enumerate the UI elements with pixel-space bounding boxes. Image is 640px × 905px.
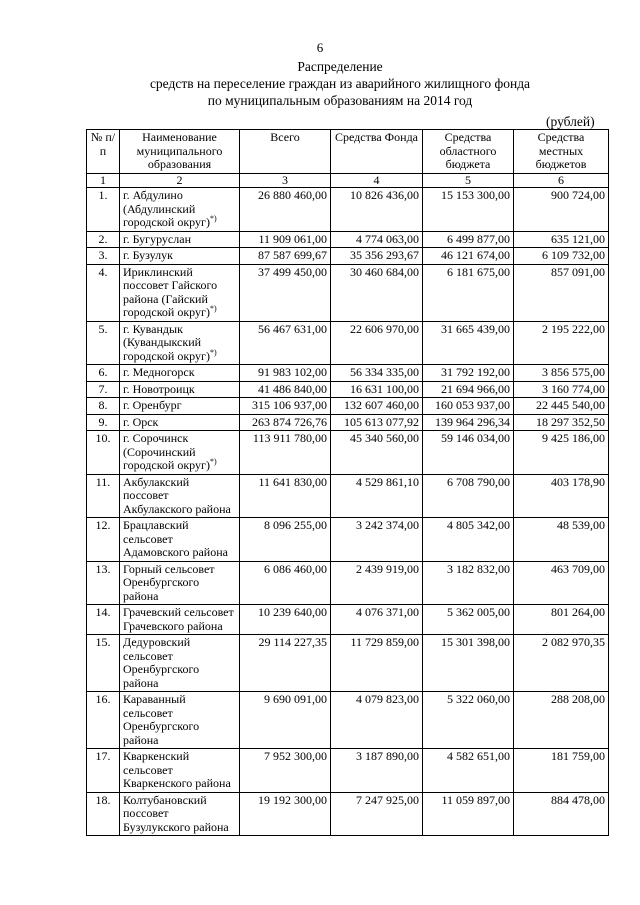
row-number: 1.: [87, 188, 120, 232]
row-total: 6 086 460,00: [240, 561, 331, 605]
page-number: 6: [316, 40, 324, 55]
row-fund: 4 079 823,00: [331, 692, 423, 749]
row-local: 22 445 540,00: [514, 398, 609, 415]
row-total: 91 983 102,00: [240, 365, 331, 382]
row-regional: 15 153 300,00: [423, 188, 514, 232]
row-local: 900 724,00: [514, 188, 609, 232]
table-row: [87, 474, 609, 518]
table-row: [87, 431, 609, 475]
row-local: 857 091,00: [514, 264, 609, 321]
row-regional: 46 121 674,00: [423, 248, 514, 265]
row-number: 9.: [87, 414, 120, 431]
row-total: 113 911 780,00: [240, 431, 331, 475]
column-index: 5: [423, 173, 514, 188]
row-number: 12.: [87, 518, 120, 562]
header-total: Всего: [240, 130, 331, 174]
row-regional: 139 964 296,34: [423, 414, 514, 431]
row-local: 18 297 352,50: [514, 414, 609, 431]
header-name: Наименование муниципального образования: [120, 130, 240, 174]
column-index: 3: [240, 173, 331, 188]
column-index: 6: [514, 173, 609, 188]
row-number: 17.: [87, 749, 120, 793]
table-row: [87, 381, 609, 398]
row-name: г. Бузулук: [120, 248, 240, 265]
row-local: 801 264,00: [514, 605, 609, 635]
row-total: 26 880 460,00: [240, 188, 331, 232]
row-local: 403 178,90: [514, 474, 609, 518]
row-name: Брацлавский сельсовет Адамовского района: [120, 518, 240, 562]
row-fund: 10 826 436,00: [331, 188, 423, 232]
row-local: 3 160 774,00: [514, 381, 609, 398]
row-total: 263 874 726,76: [240, 414, 331, 431]
row-regional: 6 708 790,00: [423, 474, 514, 518]
row-fund: 4 529 861,10: [331, 474, 423, 518]
row-number: 8.: [87, 398, 120, 415]
row-number: 18.: [87, 792, 120, 836]
row-name: Горный сельсовет Оренбургского района: [120, 561, 240, 605]
row-local: 884 478,00: [514, 792, 609, 836]
table-row: [87, 692, 609, 749]
table-row: [87, 398, 609, 415]
row-name: Ириклинский поссовет Гайского района (Гайский городской округ)*): [120, 264, 240, 321]
row-fund: 3 187 890,00: [331, 749, 423, 793]
row-total: 37 499 450,00: [240, 264, 331, 321]
row-total: 19 192 300,00: [240, 792, 331, 836]
row-name: Колтубановский поссовет Бузулукского района: [120, 792, 240, 836]
footnote-mark: *): [209, 347, 217, 357]
row-fund: 105 613 077,92: [331, 414, 423, 431]
row-local: 288 208,00: [514, 692, 609, 749]
row-local: 2 082 970,35: [514, 635, 609, 692]
row-number: 16.: [87, 692, 120, 749]
row-total: 315 106 937,00: [240, 398, 331, 415]
row-number: 2.: [87, 231, 120, 248]
row-fund: 3 242 374,00: [331, 518, 423, 562]
row-regional: 5 362 005,00: [423, 605, 514, 635]
row-name: Дедуровский сельсовет Оренбургского района: [120, 635, 240, 692]
row-number: 5.: [87, 321, 120, 365]
row-local: 9 425 186,00: [514, 431, 609, 475]
column-index: 2: [120, 173, 240, 188]
row-total: 56 467 631,00: [240, 321, 331, 365]
row-regional: 11 059 897,00: [423, 792, 514, 836]
table-row: [87, 561, 609, 605]
row-number: 10.: [87, 431, 120, 475]
table-row: [87, 365, 609, 382]
row-local: 181 759,00: [514, 749, 609, 793]
table-row: [87, 635, 609, 692]
row-regional: 59 146 034,00: [423, 431, 514, 475]
row-fund: 30 460 684,00: [331, 264, 423, 321]
column-index: 4: [331, 173, 423, 188]
row-name: г. Орск: [120, 414, 240, 431]
row-number: 14.: [87, 605, 120, 635]
row-fund: 45 340 560,00: [331, 431, 423, 475]
column-index-row: [87, 173, 609, 188]
row-name: г. Оренбург: [120, 398, 240, 415]
row-name: Грачевский сельсовет Грачевского района: [120, 605, 240, 635]
row-total: 41 486 840,00: [240, 381, 331, 398]
row-regional: 31 665 439,00: [423, 321, 514, 365]
row-number: 15.: [87, 635, 120, 692]
row-total: 29 114 227,35: [240, 635, 331, 692]
row-fund: 16 631 100,00: [331, 381, 423, 398]
header-fund: Средства Фонда: [331, 130, 423, 174]
row-fund: 2 439 919,00: [331, 561, 423, 605]
table-row: [87, 188, 609, 232]
row-number: 7.: [87, 381, 120, 398]
document-title: [90, 58, 590, 109]
table-row: [87, 518, 609, 562]
row-regional: 6 181 675,00: [423, 264, 514, 321]
row-name: г. Абдулино (Абдулинский городской округ)*): [120, 188, 240, 232]
row-local: 635 121,00: [514, 231, 609, 248]
table-row: [87, 231, 609, 248]
table-header-row: [87, 130, 609, 174]
row-local: 2 195 222,00: [514, 321, 609, 365]
row-regional: 15 301 398,00: [423, 635, 514, 692]
row-name: г. Медногорск: [120, 365, 240, 382]
row-total: 7 952 300,00: [240, 749, 331, 793]
row-name: г. Новотроицк: [120, 381, 240, 398]
row-regional: 4 582 651,00: [423, 749, 514, 793]
row-name: Акбулакский поссовет Акбулакского района: [120, 474, 240, 518]
row-number: 6.: [87, 365, 120, 382]
row-fund: 22 606 970,00: [331, 321, 423, 365]
footnote-mark: *): [209, 214, 217, 223]
row-total: 11 641 830,00: [240, 474, 331, 518]
title-line-3: по муниципальным образованиям на 2014 год: [207, 93, 473, 108]
row-number: 3.: [87, 248, 120, 265]
row-number: 4.: [87, 264, 120, 321]
row-name: г. Бугуруслан: [120, 231, 240, 248]
table-row: [87, 792, 609, 836]
row-fund: 4 774 063,00: [331, 231, 423, 248]
row-name: г. Кувандык (Кувандыкский городской округ)*): [120, 321, 240, 365]
row-regional: 5 322 060,00: [423, 692, 514, 749]
table-row: [87, 264, 609, 321]
table-row: [87, 414, 609, 431]
table-body: [87, 188, 609, 836]
row-local: 463 709,00: [514, 561, 609, 605]
title-line-1: Распределение: [297, 59, 383, 74]
row-number: 13.: [87, 561, 120, 605]
row-fund: 7 247 925,00: [331, 792, 423, 836]
row-fund: 132 607 460,00: [331, 398, 423, 415]
distribution-table: [86, 129, 609, 836]
row-regional: 3 182 832,00: [423, 561, 514, 605]
row-number: 11.: [87, 474, 120, 518]
row-fund: 11 729 859,00: [331, 635, 423, 692]
table-row: [87, 605, 609, 635]
row-total: 10 239 640,00: [240, 605, 331, 635]
header-num: № п/п: [87, 130, 120, 174]
row-local: 6 109 732,00: [514, 248, 609, 265]
row-local: 3 856 575,00: [514, 365, 609, 382]
table-row: [87, 321, 609, 365]
row-name: Кваркенский сельсовет Кваркенского района: [120, 749, 240, 793]
footnote-mark: *): [209, 304, 217, 313]
row-fund: 56 334 335,00: [331, 365, 423, 382]
table-row: [87, 749, 609, 793]
column-index: 1: [87, 173, 120, 188]
row-fund: 4 076 371,00: [331, 605, 423, 635]
row-local: 48 539,00: [514, 518, 609, 562]
row-total: 87 587 699,67: [240, 248, 331, 265]
row-regional: 160 053 937,00: [423, 398, 514, 415]
row-total: 9 690 091,00: [240, 692, 331, 749]
header-local: Средства местных бюджетов: [514, 130, 609, 174]
title-line-2: средств на переселение граждан из аварийного жилищного фонда: [149, 76, 531, 91]
row-total: 8 096 255,00: [240, 518, 331, 562]
row-regional: 4 805 342,00: [423, 518, 514, 562]
row-name: Караванный сельсовет Оренбургского района: [120, 692, 240, 749]
footnote-mark: *): [209, 457, 217, 466]
row-fund: 35 356 293,67: [331, 248, 423, 265]
row-regional: 6 499 877,00: [423, 231, 514, 248]
units-label: (рублей): [546, 114, 595, 129]
header-regional: Средства областного бюджета: [423, 130, 514, 174]
row-regional: 21 694 966,00: [423, 381, 514, 398]
row-regional: 31 792 192,00: [423, 365, 514, 382]
row-name: г. Сорочинск (Сорочинский городской округ)*): [120, 431, 240, 475]
row-total: 11 909 061,00: [240, 231, 331, 248]
table-row: [87, 248, 609, 265]
